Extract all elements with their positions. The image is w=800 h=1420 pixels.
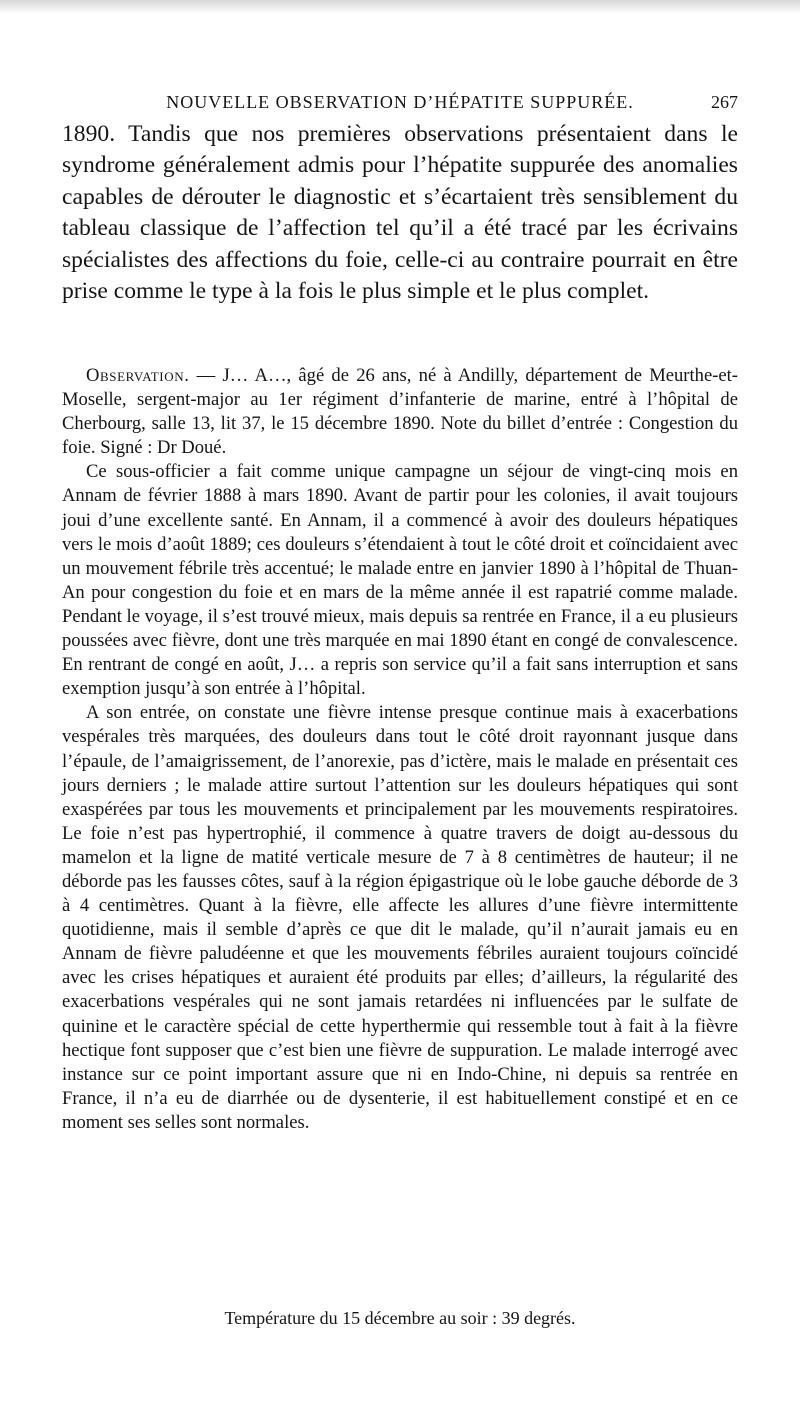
page-top-edge (0, 0, 800, 14)
observation-intro-text: — J… A…, âgé de 26 ans, né à Andilly, département de Meurthe-et-Moselle, sergent-major au 1er régiment d’infanterie de marine, entré à l’hôpital de Cherbourg, salle 13, lit 37, le 15 décembre 1890. Note du billet d’entrée : Congestion du foie. Signé : Dr Doué. (62, 365, 738, 459)
page-number: 267 (711, 92, 738, 112)
running-header (62, 92, 738, 116)
running-title: NOUVELLE OBSERVATION D’HÉPATITE SUPPURÉE. (166, 92, 634, 112)
observation-paragraph-2: Ce sous-officier a fait comme unique campagne un séjour de vingt-cinq mois en Annam de février 1888 à mars 1890. Avant de partir pour les colonies, il avait toujours joui d’une excellente santé. En Annam, il a commencé à avoir des douleurs hépatiques vers le mois d’août 1889; ces douleurs s’étendaient à tout le côté droit et coïncidaient avec un mouvement fébrile très accentué; le malade entre en janvier 1890 à l’hôpital de Thuan-An pour congestion du foie et en mars de la même année il est rapatrié comme malade. Pendant le voyage, il s’est trouvé mieux, mais depuis sa rentrée en France, il a eu plusieurs poussées avec fièvre, dont une très marquée en mai 1890 étant en congé de convalescence. En rentrant de congé en août, J… a repris son service qu’il a fait sans interruption et sans exemption jusqu’à son entrée à l’hôpital. (62, 461, 738, 700)
observation-section (62, 364, 738, 1135)
observation-paragraph-1 (62, 364, 738, 460)
observation-paragraph-3: A son entrée, on constate une fièvre intense presque continue mais à exacerbations vespérales très marquées, des douleurs dans tout le côté droit rayonnant jusque dans l’épaule, de l’amaigrissement, de l’anorexie, pas d’ictère, mais le malade en présentait ces jours derniers ; le malade attire surtout l’attention sur les douleurs hépatiques qui sont exaspérées par tous les mouvements et principalement par les mouvements respiratoires. Le foie n’est pas hypertrophié, il commence à quatre travers de doigt au-dessous du mamelon et la ligne de matité verticale mesure de 7 à 8 centimètres de hauteur; il ne déborde pas les fausses côtes, sauf à la région épigastrique où le lobe gauche déborde de 3 à 4 centimètres. Quant à la fièvre, elle affecte les allures d’une fièvre intermittente quotidienne, mais il semble d’après ce que dit le malade, qu’il n’aurait jamais eu en Annam de fièvre paludéenne et que les mouvements fébriles auraient toujours coïncidé avec les crises hépatiques et auraient été produits par elles; d’ailleurs, la régularité des exacerbations vespérales qui ne sont jamais retardées ni influencées par le sulfate de quinine et le caractère spécial de cette hyperthermie qui ressemble tout à fait à la fièvre hectique font supposer que c’est bien une fièvre de suppuration. Le malade interrogé avec instance sur ce point important assure que ni en Indo-Chine, ni depuis sa rentrée en France, il n’a eu de diarrhée ou de dysenterie, il est habituellement constipé et en ce moment ses selles sont normales. (62, 702, 738, 1133)
observation-label: Observation. (86, 365, 190, 386)
temperature-note: Température du 15 décembre au soir : 39 degrés. (224, 1308, 576, 1328)
intro-paragraph: 1890. Tandis que nos premières observations présentaient dans le syndrome généralement admis pour l’hépatite suppurée des anomalies capables de dérouter le diagnostic et s’écartaient très sensiblement du tableau classique de l’affection tel qu’il a été tracé par les écrivains spécialistes des affections du foie, celle-ci au contraire pourrait en être prise comme le type à la fois le plus simple et le plus complet. (62, 121, 738, 305)
